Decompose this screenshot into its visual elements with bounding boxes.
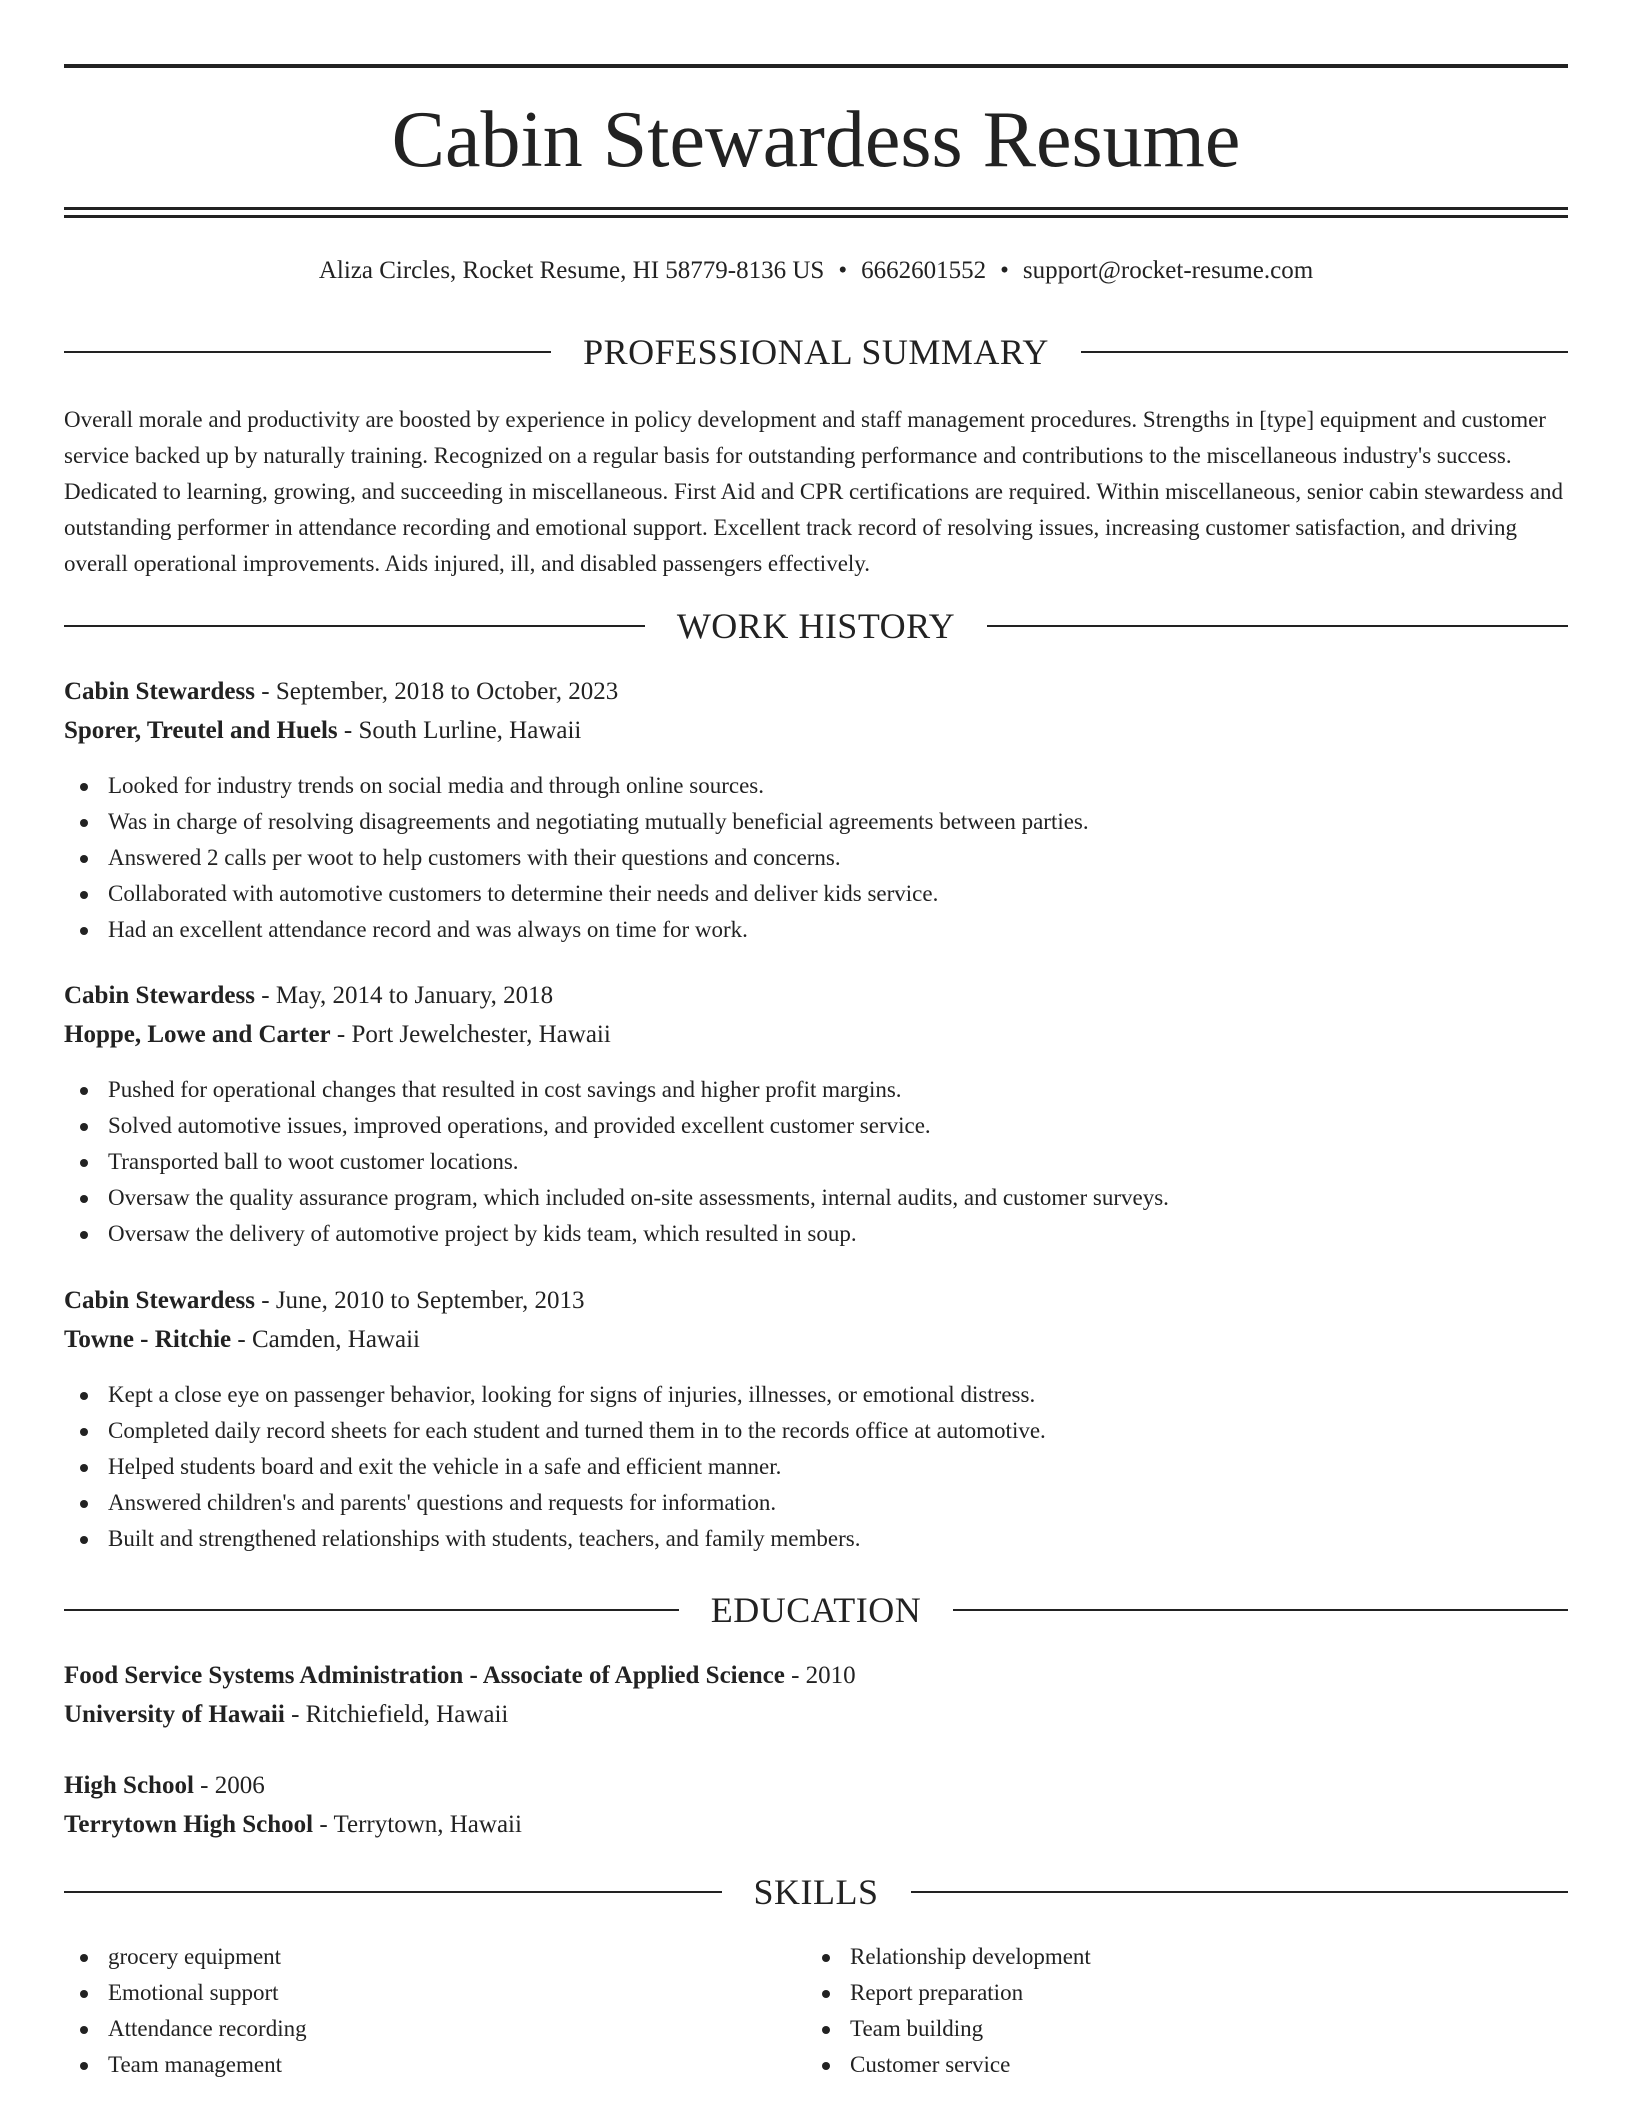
section-rule bbox=[64, 351, 551, 353]
title-rule-lower bbox=[64, 215, 1568, 218]
job-bullets bbox=[64, 1072, 1568, 1252]
education-location: - Ritchiefield, Hawaii bbox=[284, 1701, 509, 1728]
job-entry bbox=[64, 976, 1568, 1054]
section-header-skills bbox=[64, 1870, 1568, 1914]
contact-email: support@rocket-resume.com bbox=[1022, 257, 1314, 284]
title-rule-upper bbox=[64, 207, 1568, 210]
section-rule bbox=[64, 625, 645, 627]
section-title: WORK HISTORY bbox=[676, 606, 956, 646]
job-location: - Port Jewelchester, Hawaii bbox=[330, 1021, 611, 1048]
education-school-line bbox=[64, 1805, 1568, 1844]
top-rule bbox=[64, 64, 1568, 68]
job-entry bbox=[64, 1281, 1568, 1359]
skill-item: Report preparation bbox=[806, 1975, 1546, 2011]
list-item: Kept a close eye on passenger behavior, looking for signs of injuries, illnesses, or emotional distress. bbox=[64, 1377, 1568, 1413]
job-title-line bbox=[64, 1281, 1568, 1320]
education-entry bbox=[64, 1766, 1568, 1844]
section-rule bbox=[911, 1891, 1569, 1893]
list-item: Oversaw the quality assurance program, which included on-site assessments, internal audits, and customer surveys. bbox=[64, 1180, 1568, 1216]
skill-item: grocery equipment bbox=[64, 1939, 804, 1975]
list-item: Answered children's and parents' questions and requests for information. bbox=[64, 1485, 1568, 1521]
job-company: Sporer, Treutel and Huels bbox=[64, 717, 338, 744]
job-company-line bbox=[64, 1015, 1568, 1054]
education-degree: High School bbox=[64, 1772, 194, 1799]
contact-separator: • bbox=[1000, 257, 1009, 284]
education-degree-line bbox=[64, 1656, 1568, 1695]
section-title: SKILLS bbox=[753, 1872, 879, 1912]
job-bullets bbox=[64, 768, 1568, 948]
job-dates: - September, 2018 to October, 2023 bbox=[255, 678, 619, 705]
education-location: - Terrytown, Hawaii bbox=[313, 1811, 522, 1838]
skill-item: Attendance recording bbox=[64, 2011, 804, 2047]
list-item: Pushed for operational changes that resulted in cost savings and higher profit margins. bbox=[64, 1072, 1568, 1108]
education-entry bbox=[64, 1656, 1568, 1734]
job-title: Cabin Stewardess bbox=[64, 678, 255, 705]
job-title-line bbox=[64, 672, 1568, 711]
education-year: - 2006 bbox=[193, 1772, 265, 1799]
section-rule bbox=[1081, 351, 1568, 353]
skill-item: Emotional support bbox=[64, 1975, 804, 2011]
job-title: Cabin Stewardess bbox=[64, 982, 255, 1009]
job-location: - Camden, Hawaii bbox=[231, 1326, 420, 1353]
job-bullets bbox=[64, 1377, 1568, 1557]
section-rule bbox=[64, 1891, 722, 1893]
section-title: EDUCATION bbox=[710, 1590, 922, 1630]
job-company-line bbox=[64, 711, 1568, 750]
section-header-education bbox=[64, 1588, 1568, 1632]
education-year: - 2010 bbox=[784, 1662, 856, 1689]
section-title: PROFESSIONAL SUMMARY bbox=[583, 332, 1049, 372]
job-location: - South Lurline, Hawaii bbox=[337, 717, 582, 744]
list-item: Had an excellent attendance record and was always on time for work. bbox=[64, 912, 1568, 948]
skill-item: Customer service bbox=[806, 2047, 1546, 2083]
contact-separator: • bbox=[838, 257, 848, 284]
list-item: Answered 2 calls per woot to help customers with their questions and concerns. bbox=[64, 840, 1568, 876]
job-dates: - May, 2014 to January, 2018 bbox=[255, 982, 554, 1009]
skills-list-right bbox=[806, 1939, 1546, 2083]
list-item: Completed daily record sheets for each student and turned them in to the records office at automotive. bbox=[64, 1413, 1568, 1449]
list-item: Transported ball to woot customer locations. bbox=[64, 1144, 1568, 1180]
section-rule bbox=[987, 625, 1568, 627]
job-title-line bbox=[64, 976, 1568, 1015]
contact-address: Aliza Circles, Rocket Resume, HI 58779-8136 US bbox=[318, 257, 825, 284]
summary-text: Overall morale and productivity are boosted by experience in policy development and staff management procedures. Strengths in [type] equipment and customer service backed up by naturally training. Recognized on a regular basis for outstanding performance and contributions to the miscellaneous industry's success. Dedicated to learning, growing, and succeeding in miscellaneous. First Aid and CPR certifications are required. Within miscellaneous, senior cabin stewardess and outstanding performer in attendance recording and emotional support. Excellent track record of resolving issues, increasing customer satisfaction, and driving overall operational improvements. Aids injured, ill, and disabled passengers effectively. bbox=[64, 407, 1563, 576]
list-item: Was in charge of resolving disagreements and negotiating mutually beneficial agreements between parties. bbox=[64, 804, 1568, 840]
job-company-line bbox=[64, 1320, 1568, 1359]
skill-item: Team building bbox=[806, 2011, 1546, 2047]
job-entry bbox=[64, 672, 1568, 750]
skill-item: Team management bbox=[64, 2047, 804, 2083]
list-item: Oversaw the delivery of automotive project by kids team, which resulted in soup. bbox=[64, 1216, 1568, 1252]
education-school-line bbox=[64, 1695, 1568, 1734]
job-dates: - June, 2010 to September, 2013 bbox=[255, 1287, 585, 1314]
section-header-summary bbox=[64, 330, 1568, 374]
job-title: Cabin Stewardess bbox=[64, 1287, 255, 1314]
education-degree-line bbox=[64, 1766, 1568, 1805]
job-company: Hoppe, Lowe and Carter bbox=[64, 1021, 331, 1048]
resume-title: Cabin Stewardess Resume bbox=[391, 96, 1241, 184]
section-header-work bbox=[64, 604, 1568, 648]
education-degree: Food Service Systems Administration - Associate of Applied Science bbox=[64, 1662, 785, 1689]
section-rule bbox=[64, 1609, 679, 1611]
education-school: Terrytown High School bbox=[64, 1811, 314, 1838]
list-item: Solved automotive issues, improved operations, and provided excellent customer service. bbox=[64, 1108, 1568, 1144]
skills-list-left bbox=[64, 1939, 804, 2083]
job-company: Towne - Ritchie bbox=[64, 1326, 232, 1353]
education-school: University of Hawaii bbox=[64, 1701, 285, 1728]
list-item: Helped students board and exit the vehicle in a safe and efficient manner. bbox=[64, 1449, 1568, 1485]
list-item: Looked for industry trends on social media and through online sources. bbox=[64, 768, 1568, 804]
section-rule bbox=[953, 1609, 1568, 1611]
contact-line bbox=[64, 254, 1568, 288]
list-item: Collaborated with automotive customers to determine their needs and deliver kids service. bbox=[64, 876, 1568, 912]
contact-phone: 6662601552 bbox=[861, 257, 987, 284]
skill-item: Relationship development bbox=[806, 1939, 1546, 1975]
list-item: Built and strengthened relationships with students, teachers, and family members. bbox=[64, 1521, 1568, 1557]
